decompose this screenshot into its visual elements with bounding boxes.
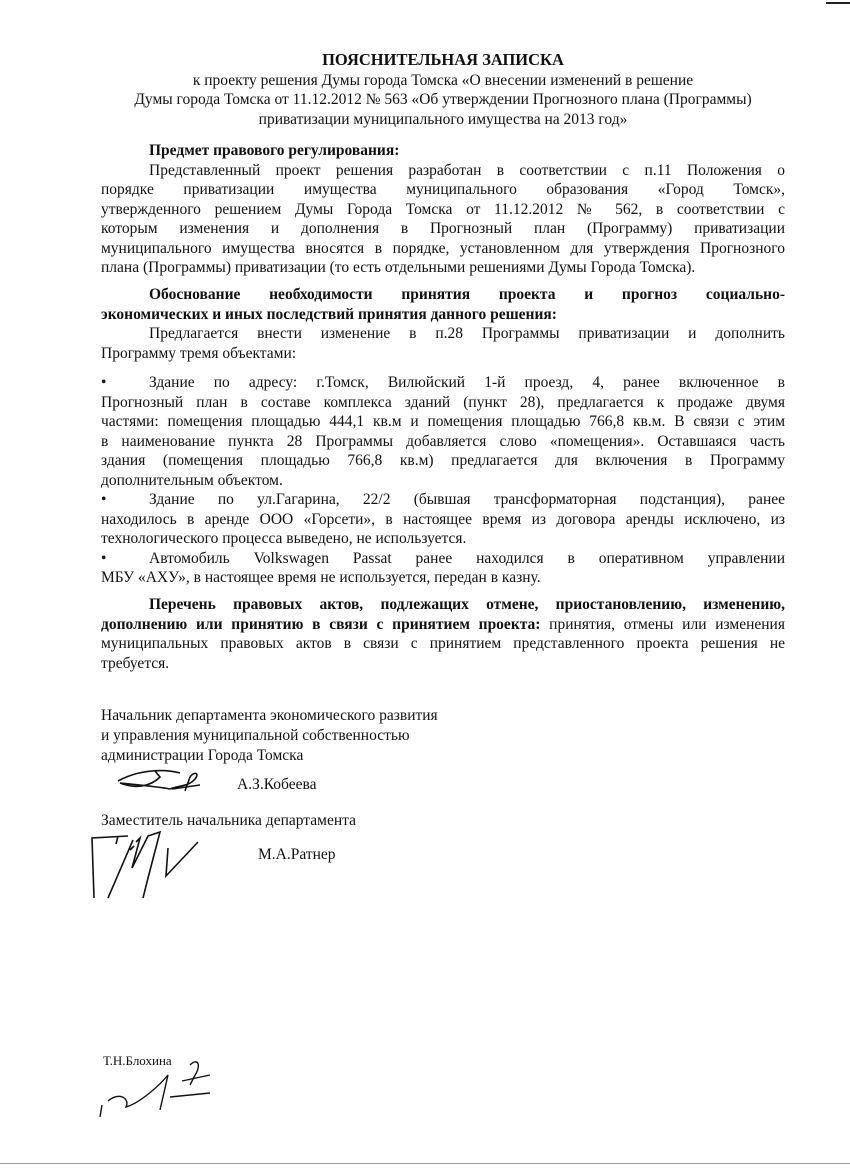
signatory-position — [101, 706, 438, 766]
bullet-icon: • — [101, 374, 107, 391]
bullet-line — [101, 373, 785, 393]
bullet-list — [101, 373, 785, 588]
subtitle-line: к проекту решения Думы города Томска «О внесении изменений в решение — [192, 71, 694, 89]
paragraph-line — [101, 615, 785, 635]
paragraph-line: муниципального имущества вносятся в порядке, установленном для утверждения Прогнозного — [101, 239, 785, 257]
bullet-line: здания (помещения площадью 766,8 кв.м) предлагается для включения в Программу — [101, 452, 785, 469]
paragraph-line: порядке приватизации имущества муниципального образования «Город Томск», — [101, 181, 785, 198]
bullet-text: Здание по ул.Гагарина, 22/2 (бывшая трансформаторная подстанция), ранее — [149, 491, 785, 508]
position-line: Начальник департамента экономического развития — [101, 707, 438, 724]
section-justification — [101, 285, 785, 588]
signatory-name: А.З.Кобеева — [237, 776, 317, 793]
paragraph-text: принятия, отмены или изменения — [540, 615, 785, 633]
paragraph-line: Предлагается внести изменение в п.28 Программы приватизации и дополнить — [149, 325, 785, 342]
bullet-line: Прогнозный план в составе комплекса зданий (пункт 28), предлагается к продаже двумя — [101, 393, 785, 411]
section-heading: Перечень правовых актов, подлежащих отмене, приостановлению, изменению, — [149, 596, 785, 613]
bullet-line: частями: помещения площадью 444,1 кв.м и помещения площадью 766,8 кв.м. В связи с этим — [101, 413, 785, 430]
paragraph-line: которым изменения и дополнения в Прогнозный план (Программу) приватизации — [101, 220, 785, 237]
paragraph-line: требуется. — [101, 654, 170, 672]
bullet-line: в наименование пункта 28 Программы добавляется слово «помещения». Оставшаяся часть — [101, 432, 785, 450]
bullet-line — [101, 490, 785, 510]
subtitle-line: приватизации муниципального имущества на 2013 год» — [258, 110, 628, 128]
bullet-item — [101, 549, 785, 588]
bullet-icon: • — [101, 549, 107, 567]
paragraph-line: Программу тремя объектами: — [101, 344, 297, 362]
section-heading: Предмет правового регулирования: — [149, 142, 400, 159]
document-title: ПОЯСНИТЕЛЬНАЯ ЗАПИСКА — [322, 50, 564, 69]
section-heading: экономических и иных последствий принятия данного решения: — [101, 305, 557, 323]
paragraph-line: плана (Программы) приватизации (то есть отдельными решениями Думы Города Томска). — [101, 259, 696, 276]
bullet-line: дополнительным объектом. — [101, 471, 283, 489]
bullet-line — [101, 549, 785, 569]
bullet-icon: • — [101, 491, 107, 508]
scan-artifact-mark — [826, 2, 850, 4]
bullet-line: МБУ «АХУ», в настоящее время не используется, передан в казну. — [101, 569, 541, 586]
signature-kobeeva — [110, 765, 210, 800]
executor-name: Т.Н.Блохина — [103, 1053, 172, 1068]
document-header — [101, 50, 785, 129]
bullet-text: Здание по адресу: г.Томск, Вилюйский 1-й проезд, 4, ранее включенное в — [149, 374, 785, 391]
bullet-line: находилось в аренде ООО «Горсети», в настоящее время из договора аренды исключено, из — [101, 510, 785, 528]
section-heading: Обоснование необходимости принятия проекта и прогноз социально- — [149, 286, 785, 303]
position-line: администрации Города Томска — [101, 747, 304, 764]
executor-signature — [90, 1055, 220, 1125]
bullet-item — [101, 490, 785, 549]
section-legal-regulation — [101, 141, 785, 278]
paragraph-line: утвержденного решением Думы Города Томска от 11.12.2012 № 562, в соответствии с — [101, 200, 785, 218]
signatory-name: М.А.Ратнер — [258, 846, 336, 863]
signature-ratner — [88, 828, 218, 903]
scan-artifact-line — [0, 1163, 850, 1164]
position-line: и управления муниципальной собственностью — [101, 727, 410, 744]
paragraph-line: Представленный проект решения разработан в соответствии с п.11 Положения о — [149, 161, 785, 179]
bullet-line: технологического процесса выведено, не используется. — [101, 530, 467, 547]
bullet-text: Автомобиль Volkswagen Passat ранее находился в оперативном управлении — [149, 549, 785, 567]
bullet-item — [101, 373, 785, 490]
signatory-position: Заместитель начальника департамента — [101, 812, 356, 829]
section-legal-acts — [101, 595, 785, 673]
subtitle-line: Думы города Томска от 11.12.2012 № 563 «Об утверждении Прогнозного плана (Программы) — [134, 91, 752, 108]
paragraph-line: муниципальных правовых актов в связи с принятием представленного проекта решения не — [101, 635, 785, 652]
section-heading: дополнению или принятию в связи с принятием проекта: — [101, 615, 541, 633]
